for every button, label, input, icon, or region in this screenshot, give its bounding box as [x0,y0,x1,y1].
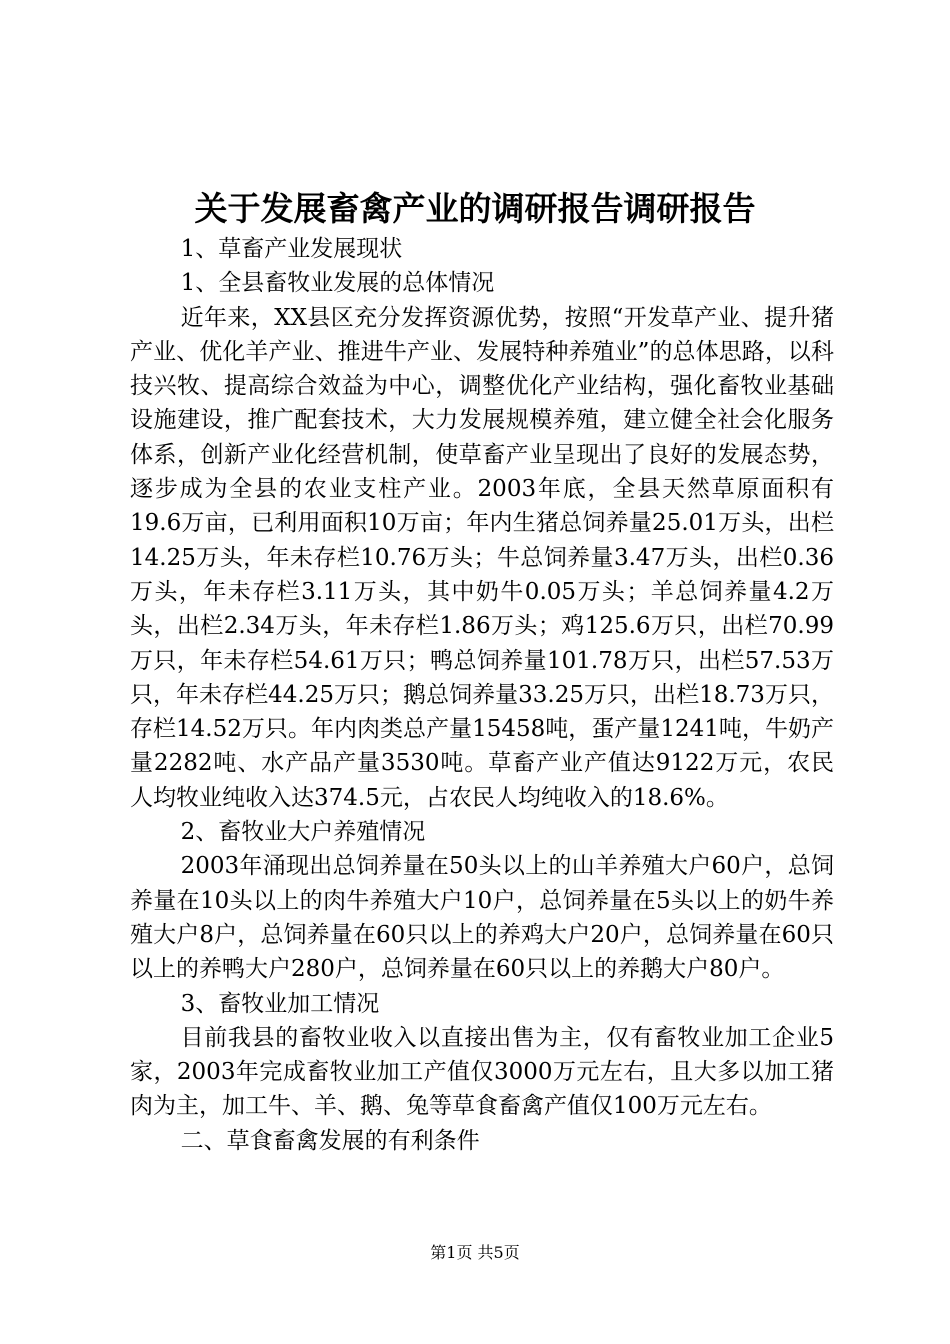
section-heading-status: 1、草畜产业发展现状 [180,236,403,262]
page-footer: 第1页 共5页 [430,1243,520,1262]
document-title: 关于发展畜禽产业的调研报告调研报告 [194,189,756,228]
subsection-heading-large-farms: 2、畜牧业大户养殖情况 [180,819,426,846]
paragraph-processing: 目前我县的畜牧业收入以直接出售为主，仅有畜牧业加工企业5家，2003年完成畜牧业加工产值仅3000万元左右，且大多以加工猪肉为主，加工牛、羊、鹅、兔等草食畜禽产值仅100万元左右。 [130,1024,834,1120]
section-heading-conditions: 二、草食畜禽发展的有利条件 [180,1127,480,1154]
paragraph-overall: 近年来，XX县区充分发挥资源优势，按照“开发草产业、提升猪产业、优化羊产业、推进牛产业、发展特种养殖业”的总体思路，以科技兴牧、提高综合效益为中心，调整优化产业结构，强化畜牧业基础设施建设，推广配套技术，大力发展规模养殖，建立健全社会化服务体系，创新产业化经营机制，使草畜产业呈现出了良好的发展态势，逐步成为全县的农业支柱产业。2003年底，全县天然草原面积有19.6万亩，已利用面积10万亩；年内生猪总饲养量25.01万头，出栏14.25万头，年未存栏10.76万头；牛总饲养量3.47万头，出栏0.36万头，年未存栏3.11万头，其中奶牛0.05万头；羊总饲养量4.2万头，出栏2.34万头，年未存栏1.86万头；鸡125.6万只，出栏70.99万只，年未存栏54.61万只；鸭总饲养量101.78万只，出栏57.53万只，年未存栏44.25万只；鹅总饲养量33.25万只，出栏18.73万只，存栏14.52万只。年内肉类总产量15458吨，蛋产量1241吨，牛奶产量2282吨、水产品产量3530吨。草畜产业产值达9122万元，农民人均牧业纯收入达374.5元，占农民人均纯收入的18.6%。 [130,304,834,811]
subsection-heading-processing: 3、畜牧业加工情况 [180,990,380,1017]
subsection-heading-overall: 1、全县畜牧业发展的总体情况 [180,270,495,297]
paragraph-large-farms: 2003年涌现出总饲养量在50头以上的山羊养殖大户60户，总饲养量在10头以上的肉牛养殖大户10户，总饲养量在5头以上的奶牛养殖大户8户，总饲养量在60只以上的养鸡大户20户，总饲养量在60只以上的养鸭大户280户，总饲养量在60只以上的养鹅大户80户。 [130,853,834,983]
document-body [130,232,834,1158]
